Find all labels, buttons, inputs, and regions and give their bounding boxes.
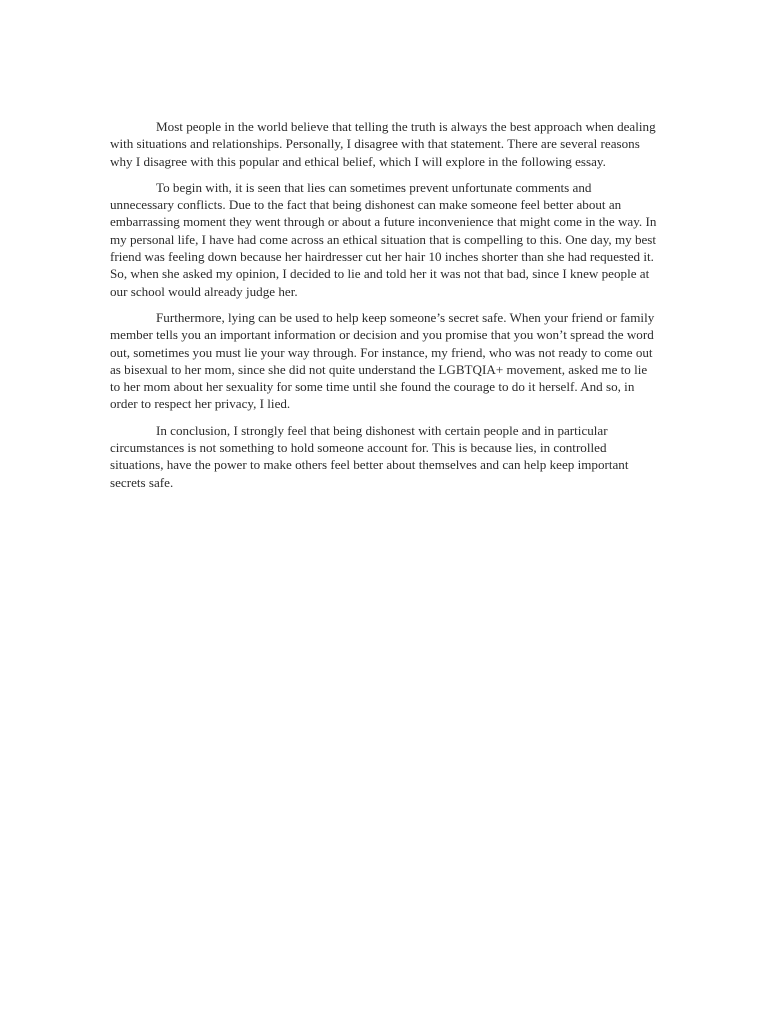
essay-body xyxy=(110,118,658,500)
paragraph-intro: Most people in the world believe that telling the truth is always the best approach when dealing with situations and relationships. Personally, I disagree with that statement. There are several reasons why I disagree with this popular and ethical belief, which I will explore in the following essay. xyxy=(110,119,656,169)
paragraph-secrets: Furthermore, lying can be used to help keep someone’s secret safe. When your friend or family member tells you an important information or decision and you promise that you won’t spread the word out, sometimes you must lie your way through. For instance, my friend, who was not ready to come out as bisexual to her mom, since she did not quite understand the LGBTQIA+ movement, asked me to lie to her mom about her sexuality for some time until she found the courage to do it herself. And so, in order to respect her privacy, I lied. xyxy=(110,309,655,412)
paragraph-conflicts: To begin with, it is seen that lies can sometimes prevent unfortunate comments and unnecessary conflicts. Due to the fact that being dishonest can make someone feel better about an embarrassing moment they went through or about a future inconvenience that might come in the way. In my personal life, I have had come across an ethical situation that is compelling to this. One day, my best friend was feeling down because her hairdresser cut her hair 10 inches shorter than she had requested it. So, when she asked my opinion, I decided to lie and told her it was not that bad, since I knew people at our school would already judge her. xyxy=(110,179,657,299)
paragraph-conclusion: In conclusion, I strongly feel that being dishonest with certain people and in particular circumstances is not something to hold someone account for. This is because lies, in controlled situations, have the power to make others feel better about themselves and can help keep important secrets safe. xyxy=(110,422,629,490)
